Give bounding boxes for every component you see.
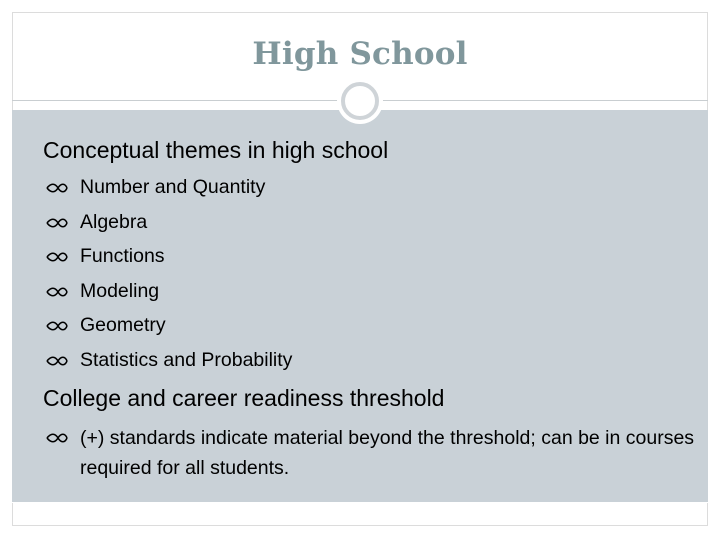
decorative-bullet-icon: [46, 217, 68, 229]
list-item: [46, 277, 292, 312]
list-item-label: Functions: [80, 245, 165, 267]
list-item-label: Modeling: [80, 279, 160, 302]
list-item: [46, 173, 292, 208]
themes-list: [46, 173, 292, 380]
threshold-note-text: (+) standards indicate material beyond the threshold; can be in courses required for all students.: [80, 427, 695, 479]
decorative-bullet-icon: [46, 286, 68, 298]
decorative-bullet-icon: [46, 182, 68, 194]
list-item: [46, 346, 292, 381]
list-item-label: Statistics and Probability: [80, 348, 293, 371]
decorative-bullet-icon: [46, 251, 68, 263]
slide-title: High School: [252, 36, 468, 72]
list-item-label: Algebra: [80, 210, 148, 233]
section-heading-readiness-threshold: College and career readiness threshold: [43, 385, 445, 411]
section-heading-conceptual-themes: Conceptual themes in high school: [43, 137, 389, 163]
list-item-label: Geometry: [80, 314, 166, 336]
list-item: [46, 242, 292, 277]
decorative-bullet-icon: [46, 320, 68, 332]
threshold-note: [46, 423, 706, 483]
bottom-divider: [12, 502, 708, 503]
list-item: [46, 208, 292, 243]
list-item-label: Number and Quantity: [80, 176, 266, 198]
decorative-bullet-icon: [46, 432, 68, 444]
connector-circle-icon: [341, 82, 379, 120]
list-item: [46, 311, 292, 346]
decorative-bullet-icon: [46, 355, 68, 367]
